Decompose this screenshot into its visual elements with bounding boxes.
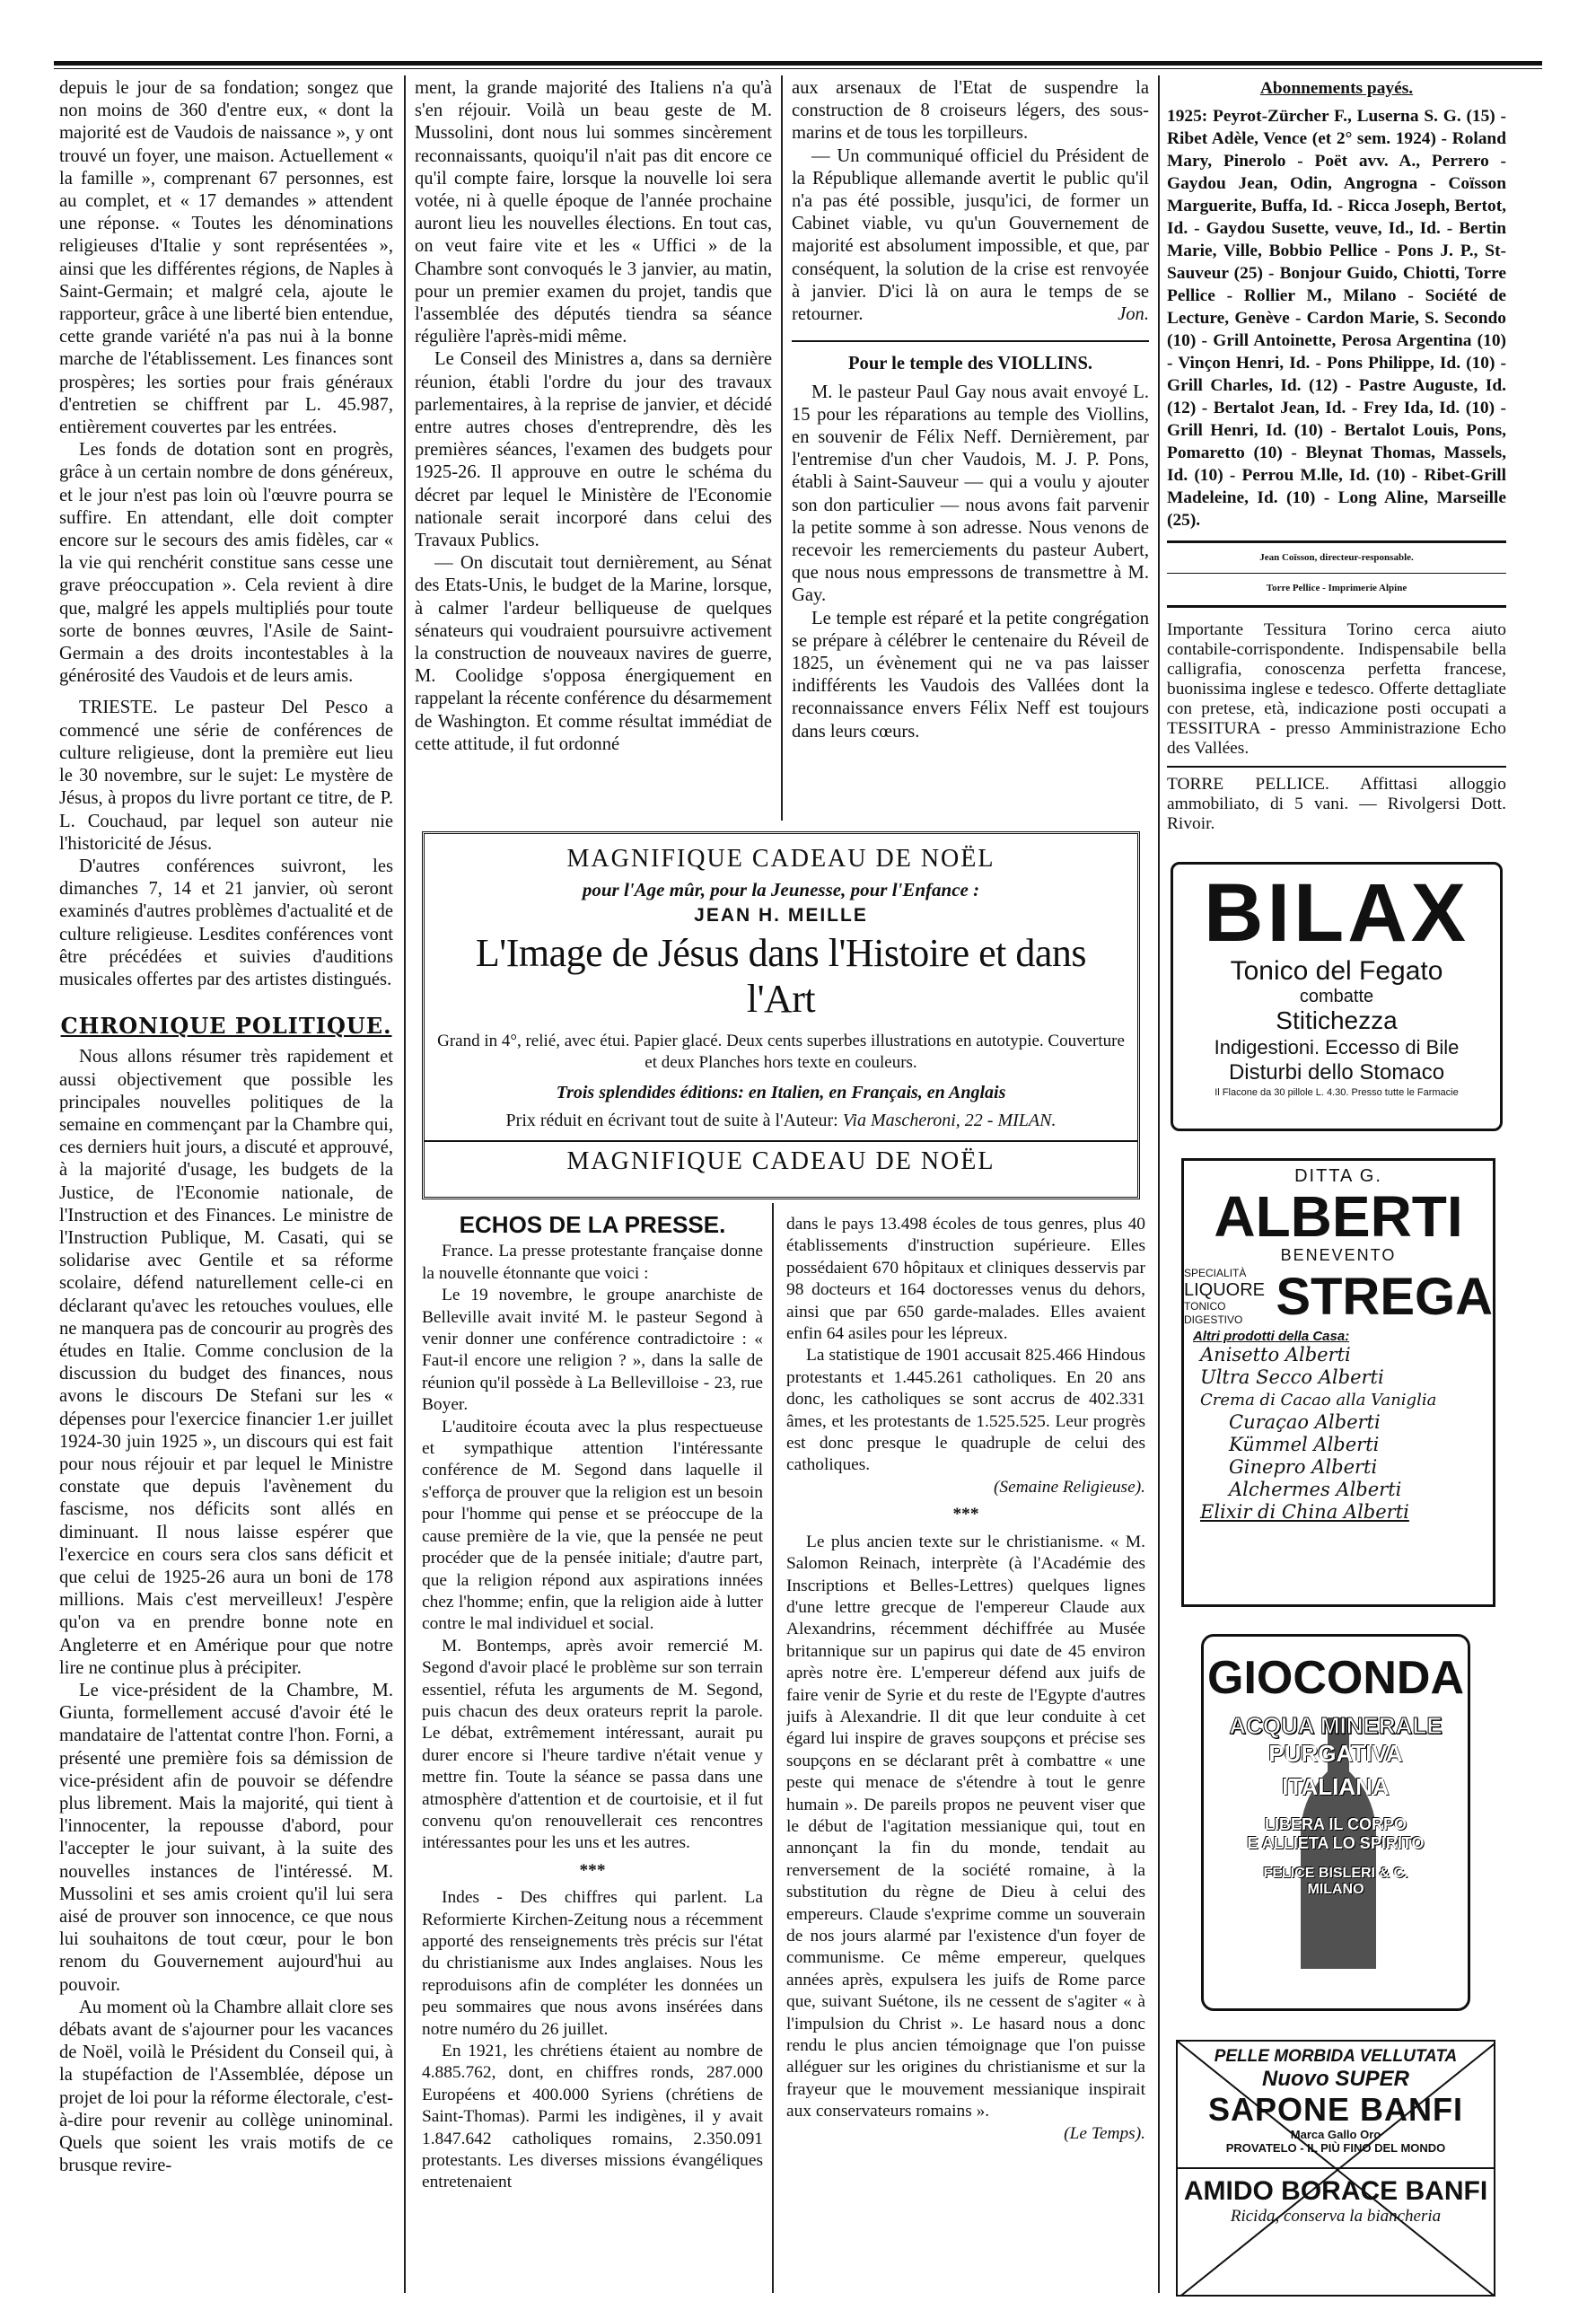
separator-stars: *** bbox=[579, 1860, 606, 1880]
gioconda-line: ACQUA MINERALE bbox=[1229, 1712, 1443, 1739]
noel-editions: Trois splendides éditions: en Italien, en Français, en Anglais bbox=[556, 1083, 1006, 1102]
echos-paragraph: La statistique de 1901 accusait 825.466 Hindous protestants et 1.445.261 catholiques. En 20 ans donc, les catholiques se sont accrus de 402.331 âmes, et les protestants de 1.525.525. Leur progrès est donc presque le quadruple de celui des catholiques. bbox=[786, 1346, 1145, 1475]
column-separator bbox=[1158, 75, 1160, 2293]
banfi-line: PROVATELO - IL PIÙ FINO DEL MONDO bbox=[1225, 2141, 1446, 2155]
banfi-advertisement bbox=[1176, 2040, 1495, 2297]
section-rule bbox=[792, 340, 1149, 342]
bilax-line: combatte bbox=[1299, 987, 1374, 1006]
alberti-strega: STREGA bbox=[1276, 1267, 1493, 1326]
column-2 bbox=[415, 77, 772, 813]
bilax-line: Il Flacone da 30 pillole L. 4.30. Presso tutte le Farmacie bbox=[1215, 1087, 1459, 1098]
echos-paragraph: L'auditoire écouta avec la plus respectueuse et sympathique attention l'intéressante conférence de M. Segond dans laquelle il s'efforça de prouver que la religion est un besoin pour l'homme qui pense et se préoccupe de la cause première de la vie, que la pensée ne peut procéder que de la pensée initiale; d'autre part, que la religion répond aux aspirations innées chez l'homme; enfin, que la religion aide à lutter contre le mal individuel et social. bbox=[422, 1417, 763, 1634]
echos-column-left bbox=[422, 1214, 763, 2291]
section-rule bbox=[1167, 573, 1506, 574]
noel-price bbox=[437, 1111, 1125, 1131]
column-separator bbox=[772, 1203, 774, 2293]
bilax-line: Tonico del Fegato bbox=[1230, 956, 1443, 986]
alberti-product: Elixir di China Alberti bbox=[1200, 1501, 1409, 1523]
chronique-paragraph: Au moment où la Chambre allait clore ses débats avant de s'ajourner pour les vacances de Noël, voilà le Président du Conseil qui, à la stupéfaction de l'Assemblée, dépose un projet de loi pour la réforme électorale, c'est-à-dire pour revenir au collège uninominal. Quels que soient les vrais motifs de ce brusque revire- bbox=[59, 1997, 393, 2176]
echos-paragraph: dans le pays 13.498 écoles de tous genres, plus 40 établissements d'instruction supérieure. Elles possédaient 670 hôpitaux et cliniques desservis par 98 docteurs et 164 doctoresses venus du dehors, ainsi que par 650 garde-malades. Elles avaient enfin 64 asiles pour les lépreux. bbox=[786, 1215, 1145, 1344]
column-1 bbox=[59, 77, 393, 2299]
noel-header: MAGNIFIQUE CADEAU DE NOËL bbox=[566, 845, 995, 873]
noel-footer: MAGNIFIQUE CADEAU DE NOËL bbox=[566, 1147, 995, 1175]
alberti-spec: SPECIALITÀ bbox=[1184, 1267, 1247, 1279]
separator-stars: *** bbox=[952, 1505, 979, 1524]
article-paragraph: aux arsenaux de l'Etat de suspendre la construction de 8 croiseurs légers, des sous-marins et de tous les torpilleurs. bbox=[792, 78, 1149, 144]
banfi-line: Marca Gallo Oro bbox=[1290, 2128, 1381, 2141]
alberti-product: Alchermes Alberti bbox=[1229, 1479, 1402, 1500]
signature: Jon. bbox=[1118, 304, 1149, 325]
alberti-city: BENEVENTO bbox=[1280, 1246, 1397, 1264]
gioconda-line: ITALIANA bbox=[1282, 1773, 1390, 1800]
banfi-line: Nuovo SUPER bbox=[1261, 2067, 1409, 2091]
section-rule bbox=[1167, 540, 1506, 543]
section-rule bbox=[1167, 605, 1506, 608]
alberti-product: Curaçao Alberti bbox=[1229, 1411, 1381, 1433]
bilax-advertisement bbox=[1171, 862, 1503, 1131]
gioconda-line: LIBERA IL CORPO bbox=[1264, 1815, 1407, 1833]
bilax-line: Stitichezza bbox=[1276, 1006, 1398, 1034]
classified-ad: Importante Tessitura Torino cerca aiuto contabile-corrispondente. Indispensabile bella calligrafia, conoscenza perfetta francese, buonissima inglese e tedesco. Offerte dettagliate con pretese, età, indicazione posti occupati a TESSITURA - presso Amministrazione Echo des Vallées. bbox=[1167, 620, 1506, 758]
bilax-name: BILAX bbox=[1204, 867, 1469, 959]
article-paragraph: Le Conseil des Ministres a, dans sa dernière réunion, établi l'ordre du jour des travaux parlementaires, à la reprise de janvier, et décidé entre autres choses d'entreprendre, dès les premières séances, l'examen des budgets pour 1925-26. Il approuve en outre le schéma du décret par lequel le Ministère de l'Economie nationale serait incorporé dans celui des Travaux Publics. bbox=[415, 349, 772, 551]
noel-advertisement bbox=[422, 831, 1140, 1199]
banfi-line: PELLE MORBIDA VELLUTATA bbox=[1214, 2047, 1458, 2066]
gioconda-line: E ALLIETA LO SPIRITO bbox=[1247, 1834, 1425, 1852]
echos-paragraph: Le plus ancien texte sur le christianisme. « M. Salomon Reinach, interprète (à l'Académie des Inscriptions et Belles-Lettres) quelques lignes d'une lettre grecque de l'empereur Claude aux Alexandrins, récemment déchiffrée au Musée britannique sur un papirus qui date de 45 environ après notre ère. L'empereur défend aux juifs de faire venir de Syrie et du reste de l'Egypte d'autres juifs à Alexandrie. Il dit que leur conduite à cet égard lui inspire de graves soupçons et précise ses soupçons en se déclarant prêt à combattre « une peste qui menace de s'étendre à tout le genre humain ». De pareils propos ne peuvent viser que le début de l'agitation messianique qui, tout en annonçant la fin du monde, tendait au renversement de la société romaine, à la substitution du règne de Dieu à celui des empereurs. Claude s'exprime comme un souverain de nos jours alarmé par l'existence d'un foyer de communisme. Ce même empereur, quelques années après, expulsera les juifs de Rome parce que, suivant Suétone, ils ne cessent de s'agiter « à l'impulsion du Christ ». Le hasard nous a donc rendu le plus ancien témoignage que l'on puisse alléguer sur les origines du christianisme et sur la frayeur que le mouvement messianique inspirait aux conservateurs romains ». bbox=[786, 1532, 1145, 2121]
chronique-paragraph: Le vice-président de la Chambre, M. Giunta, formellement accusé d'avoir été le mandataire de l'attentat contre l'hon. Forni, a présenté une première fois sa démission de vice-président afin de pouvoir se défendre plus librement. Mais la majorité, qui tient à l'innocenter, la repousse d'abord, pour l'accepter le jour suivant, à la suite des nouvelles instances de l'intéressé. M. Mussolini et ses amis croient qu'il lui sera aisé de prouver son innocence, ce que nous lui souhaitons de tout cœur, pour le bon renom du Gouvernement aujourd'hui au pouvoir. bbox=[59, 1681, 393, 1995]
imprimerie-line: Torre Pellice - Imprimerie Alpine bbox=[1266, 583, 1407, 593]
chronique-paragraph: Nous allons résumer très rapidement et aussi objectivement que possible les principales nouvelles politiques de la semaine en commençant par la Chambre qui, ces derniers huit jours, a discuté et approuvé, à la majorité d'usage, les budgets de la Justice, de l'Economie nationale, de l'Instruction et des Finances. Le ministre de l'Instruction Publique, M. Casati, qui se solidarise avec Gentile et sa réforme scolaire, défend naturellement celle-ci en déclarant qu'avec les retouches voulues, elle ne manquera pas de concourir au progrès des études en Italie. Comme conclusion de la discussion du budget des finances, nous avons le discours De Stefani sur les « dépenses pour l'exercice financier 1.er juillet 1924-30 juin 1925 », un discours qui est fait pour nous réjouir et par lequel le Ministre constate que depuis l'avènement du fascisme, nos déficits sont allés en diminuant. Il nous laisse espérer que l'exercice en cours sera clos sans déficit et que celui de 1925-26 aura un boni de 178 millions. Mais c'est merveilleux! J'espère qu'on va en prendre bonne note en Angleterre et en Amérique pour que notre lire ne continue plus à précipiter. bbox=[59, 1047, 393, 1678]
echos-paragraph: Indes - Des chiffres qui parlent. La Reformierte Kirchen-Zeitung nous a récemment apporté des renseignements très précis sur l'état du christianisme aux Indes anglaises. Nous les reproduisons afin de compléter les données un peu sommaires que nous avons insérées dans notre numéro du 26 juillet. bbox=[422, 1888, 763, 2039]
article-paragraph: ment, la grande majorité des Italiens n'a qu'à s'en réjouir. Voilà un beau geste de M. Mussolini, dont nous lui sommes sincèrement reconnaissants, quoiqu'il n'ait pas dit encore ce qu'il compte faire, lorsque la nouvelle loi sera votée, ni à quelle époque de l'année prochaine auront lieu les nouvelles élections. En tout cas, on veut faire vite et les « Uffici » de la Chambre sont convoqués le 3 janvier, au matin, pour un premier examen du projet, tandis que l'assemblée des députés tiendra sa séance régulière l'après-midi même. bbox=[415, 78, 772, 347]
article-paragraph: D'autres conférences suivront, les dimanches 7, 14 et 21 janvier, où seront examinés d'autres problèmes d'actualité et de culture religieuse. Lesdites conférences vont être précédées et suivies d'auditions musicales offertes par des artistes distingués. bbox=[59, 856, 393, 989]
noel-price-address: Via Mascheroni, 22 - MILAN. bbox=[842, 1111, 1057, 1130]
noel-book-title: L'Image de Jésus dans l'Histoire et dans l'Art bbox=[475, 931, 1087, 1021]
echos-source: (Le Temps). bbox=[1064, 2123, 1145, 2143]
section-rule bbox=[1167, 766, 1506, 768]
gioconda-line: PURGATIVA bbox=[1268, 1740, 1403, 1767]
alberti-product: Anisetto Alberti bbox=[1200, 1344, 1351, 1366]
alberti-liquore: LIQUORE bbox=[1184, 1280, 1266, 1300]
column-separator bbox=[404, 75, 406, 2293]
alberti-advertisement bbox=[1181, 1158, 1495, 1607]
alberti-strega-row bbox=[1184, 1267, 1493, 1327]
alberti-altri: Altri prodotti della Casa: bbox=[1193, 1329, 1350, 1344]
temple-title: Pour le temple des VIOLLINS. bbox=[847, 354, 1093, 374]
banfi-line: Ricida, conserva la biancheria bbox=[1230, 2207, 1442, 2226]
noel-subtitle: pour l'Age mûr, pour la Jeunesse, pour l'Enfance : bbox=[582, 879, 980, 900]
alberti-product: Ultra Secco Alberti bbox=[1200, 1366, 1384, 1388]
echos-paragraph: En 1921, les chrétiens étaient au nombre de 4.885.762, dont, en chiffres ronds, 287.000 Européens et 400.000 Syriens (chrétiens de Saint-Thomas). Parmi les indigènes, il y avait 1.847.642 catholiques romains, 2.350.091 protestants. Les diverses missions évangéliques entretenaient bbox=[422, 2042, 763, 2192]
alberti-tonico: TONICO DIGESTIVO bbox=[1184, 1300, 1243, 1326]
article-paragraph: — On discutait tout dernièrement, au Sénat des Etats-Unis, le budget de la Marine, lorsque, à calmer l'ardeur belliqueuse de quelques sénateurs qui voudraient poursuivre activement la construction de nouveaux navires de guerre, M. Coolidge s'opposa énergiquement en rappelant la récente conférence du désarmement de Washington. Et comme résultat immédiat de cette attitude, il fut ordonné bbox=[415, 553, 772, 754]
noel-price-label: Prix réduit en écrivant tout de suite à l'Auteur: bbox=[505, 1111, 838, 1130]
bilax-line: Indigestioni. Eccesso di Bile bbox=[1214, 1036, 1460, 1058]
banfi-text bbox=[1178, 2047, 1494, 2227]
top-rule bbox=[54, 61, 1542, 66]
column-4 bbox=[1167, 77, 1506, 867]
echos-source: (Semaine Religieuse). bbox=[993, 1477, 1145, 1497]
alberti-ditta: DITTA G. bbox=[1294, 1166, 1382, 1186]
alberti-product: Ginepro Alberti bbox=[1229, 1456, 1378, 1478]
gioconda-advertisement bbox=[1201, 1634, 1470, 2011]
abonnements-title: Abonnements payés. bbox=[1259, 79, 1414, 98]
article-paragraph: depuis le jour de sa fondation; songez que non moins de 360 d'entre eux, « dont la majorité est de Vaudois de naissance », y ont trouvé un foyer, une maison. Actuellement « la famille », comprenant 67 personnes, est au complet, et « 17 demandes » attendent une réponse. « Toutes les dénominations religieuses d'Italie y sont représentées », ainsi que les différentes régions, de Naples à Saint-Germain; et malgré cela, ajoute le rapporteur, grâce à une liberté bien entendue, cette grande variété n'a pas nui à la bonne marche de l'établissement. Les finances sont prospères; les sorties pour frais généraux d'entretien se chiffrent par L. 45.987, entièrement couvertes par les entrées. bbox=[59, 78, 393, 438]
gioconda-name: GIOCONDA bbox=[1207, 1652, 1464, 1704]
noel-author: JEAN H. MEILLE bbox=[694, 905, 868, 926]
bilax-line: Disturbi dello Stomaco bbox=[1228, 1060, 1445, 1085]
alberti-name: ALBERTI bbox=[1214, 1184, 1463, 1249]
alberti-product: Crema di Cacao alla Vaniglia bbox=[1200, 1391, 1437, 1410]
alberti-product-list bbox=[1184, 1344, 1493, 1524]
column-3 bbox=[792, 77, 1149, 813]
noel-divider bbox=[425, 1140, 1137, 1142]
article-paragraph: Les fonds de dotation sont en progrès, grâce à un certain nombre de dons généreux, et le jour n'est pas loin où l'œuvre pourra se suffire. En attendant, elle doit compter encore sur le secours des amis fidèles, car « la vie qui renchérit constitue sans cesse une grave préoccupation ». Cela revient à dire que, malgré les appels multipliés pour toute sorte de bonnes œuvres, l'Asile de Saint-Germain a des droits incontestables à la générosité des Vaudois et de leurs amis. bbox=[59, 440, 393, 687]
banfi-line: SAPONE BANFI bbox=[1207, 2091, 1464, 2128]
gerant-line: Jean Coïsson, directeur-responsable. bbox=[1259, 552, 1414, 563]
chronique-title: CHRONIQUE POLITIQUE. bbox=[60, 1013, 392, 1040]
temple-paragraph: Le temple est réparé et la petite congrégation se prépare à célébrer le centenaire du Réveil de 1825, un évènement qui ne va pas laisser indifférents les Vaudois des Vallées dont la reconnaissance envers Félix Neff est toujours dans leurs cœurs. bbox=[792, 608, 1149, 742]
alberti-strega-labels bbox=[1184, 1267, 1270, 1327]
alberti-product: Kümmel Alberti bbox=[1229, 1434, 1380, 1455]
article-paragraph: — Un communiqué officiel du Président de la République allemande avertit le public qu'il n'a pas été possible, jusqu'ici, de former un Cabinet viable, vu qu'un Gouvernement de majorité est absolument impossible, et que, par conséquent, la solution de la crise est renvoyée à janvier. D'ici là on aura le temps de se retourner. bbox=[792, 145, 1149, 325]
echos-paragraph: M. Bontemps, après avoir remercié M. Segond d'avoir placé le problème sur son terrain essentiel, réfuta les arguments de M. Segond, puis chacun des deux orateurs reprit la parole. Le débat, extrêmement intéressant, aurait pu durer encore si l'heure tardive n'était venue y mettre fin. Toute la séance se passa dans une atmosphère d'attention et de courtoisie, et il fut convenu qu'on renouvellerait ces rencontres intéressantes pour les uns et les autres. bbox=[422, 1636, 763, 1853]
echos-paragraph: France. La presse protestante française donne la nouvelle étonnante que voici : bbox=[422, 1242, 763, 1283]
top-rule-thin bbox=[54, 68, 1542, 69]
echos-paragraph: Le 19 novembre, le groupe anarchiste de Belleville avait invité M. le pasteur Segond à venir donner une conférence contradictoire : « Faut-il encore une religion ? », dans la salle de réunion qu'il possède à La Bellevilloise - 23, rue Boyer. bbox=[422, 1286, 763, 1415]
echos-column-right bbox=[786, 1214, 1145, 2291]
gioconda-line: MILANO bbox=[1307, 1882, 1364, 1897]
banfi-line: AMIDO BORACE BANFI bbox=[1183, 2176, 1488, 2206]
abonnements-list: 1925: Peyrot-Zürcher F., Luserna S. G. (15) - Ribet Adèle, Vence (et 2° sem. 1924) - Roland Mary, Pinerolo - Poët avv. A., Perrero - Gaydou Jean, Odin, Angrogna - Coïsson Marguerite, Buffa, Id. - Ricca Joseph, Bertot, Id. - Gaydou Susette, veuve, Id., Id. - Bertin Marie, Ville, Bobbio Pellice - Pons J. P., St-Sauveur (25) - Bonjour Guido, Chiotti, Torre Pellice - Rollier M., Milano - Société de Lecture, Genève - Cardon Marie, S. Secondo (10) - Grill Antoinette, Perosa Argentina (10) - Vinçon Henri, Id. - Pons Philippe, Id. (10) - Grill Charles, Id. (12) - Pastre Auguste, Id. (12) - Bertalot Jean, Id. - Frey Ida, Id. (10) - Grill Henri, Id. (10) - Bertalot Louis, Pons, Pomaretto (10) - Bleynat Thomas, Massels, Id. (10) - Perrou M.lle, Id. (10) - Ribet-Grill Madeleine, Id. (10) - Long Aline, Marseille (25). bbox=[1167, 107, 1506, 530]
noel-description: Grand in 4°, relié, avec étui. Papier glacé. Deux cents superbes illustrations en autotypie. Couverture et deux Planches hors texte en couleurs. bbox=[437, 1032, 1125, 1072]
classified-ad: TORRE PELLICE. Affittasi alloggio ammobiliato, di 5 vani. — Rivolgersi Dott. Rivoir. bbox=[1167, 775, 1506, 833]
temple-paragraph: M. le pasteur Paul Gay nous avait envoyé L. 15 pour les réparations au temple des Viollins, en souvenir de Félix Neff. Dernièrement, par l'entremise d'un cher Vaudois, M. J. P. Pons, établi à Saint-Sauveur — qui a voulu y ajouter son don particulier — nous avons fait parvenir la petite somme à son adresse. Nous venons de recevoir les remerciements du pasteur Aubert, que nous nous empressons de transmettre à M. Gay. bbox=[792, 382, 1149, 606]
article-paragraph: TRIESTE. Le pasteur Del Pesco a commencé une série de conférences de culture religieuse, dont la première eut lieu le 30 novembre, sur le sujet: Le mystère de Jésus, à propos du livre portant ce titre, de P. L. Couchaud, par lequel son auteur nie l'historicité de Jésus. bbox=[59, 698, 393, 854]
echos-title: ECHOS DE LA PRESSE. bbox=[459, 1214, 726, 1238]
gioconda-line: FELICE BISLERI & C. bbox=[1263, 1866, 1408, 1881]
banfi-divider bbox=[1178, 2167, 1494, 2169]
gioconda-text bbox=[1204, 1651, 1468, 1898]
column-separator bbox=[781, 75, 783, 821]
